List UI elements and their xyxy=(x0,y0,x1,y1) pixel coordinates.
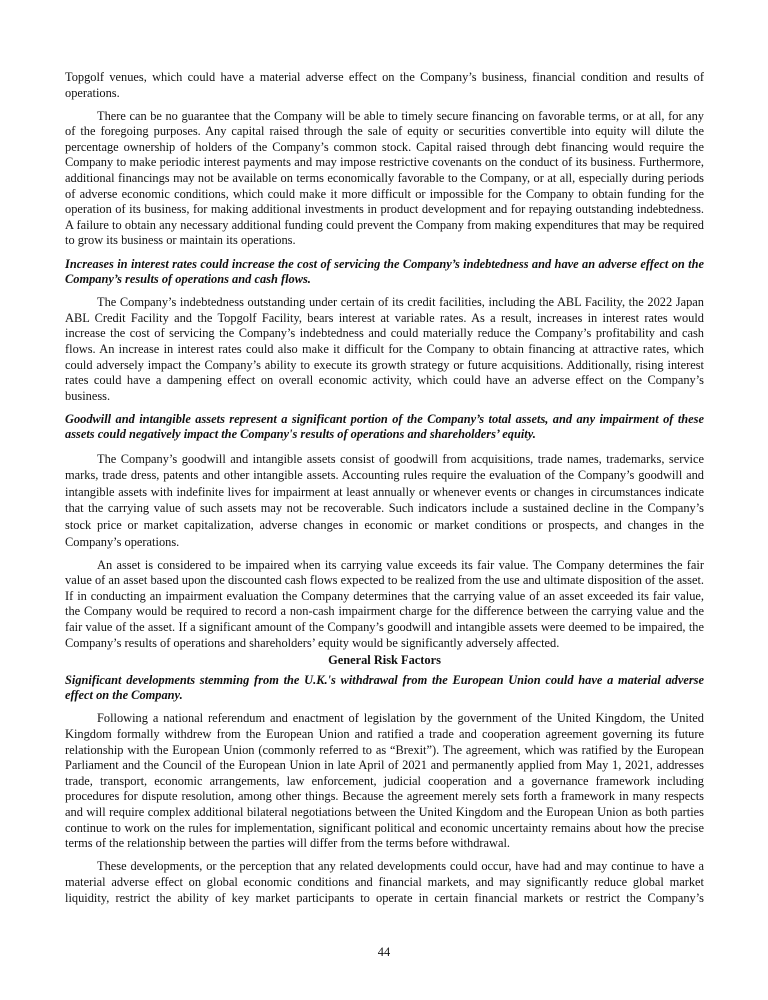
page-number: 44 xyxy=(377,945,391,959)
paragraph-continuation: Topgolf venues, which could have a material adverse effect on the Company’s business, financial condition and results of operations. xyxy=(65,70,704,100)
risk-heading-brexit: Significant developments stemming from the U.K.'s withdrawal from the European Union could have a material adverse effect on the Company. xyxy=(65,672,704,703)
document-page xyxy=(65,70,704,914)
section-title-general-risk-factors: General Risk Factors xyxy=(328,653,441,668)
paragraph-brexit: Following a national referendum and enactment of legislation by the government of the United Kingdom, the United Kingdom formally withdrew from the European Union and ratified a trade and cooperation agreement governing its future relationship with the European Union (commonly referred to as “Brexit”). The agreement, which was ratified by the European Parliament and the Council of the European Union in late April of 2021 and permanently applied from May 1, 2021, addresses trade, transport, economic arrangements, law enforcement, judicial cooperation and a governance framework including procedures for dispute resolution, among other things. Because the agreement merely sets forth a framework in many respects and will require complex additional bilateral negotiations between the United Kingdom and the European Union as both parties continue to work on the rules for implementation, significant political and economic uncertainty remains about how the precise terms of the relationship between the parties will differ from the terms before withdrawal. xyxy=(65,711,704,851)
paragraph-interest-rates: The Company’s indebtedness outstanding under certain of its credit facilities, including the ABL Facility, the 2022 Japan ABL Credit Facility and the Topgolf Facility, bears interest at variable rates. As a result, increases in interest rates would increase the cost of servicing the Company’s indebtedness and could materially reduce the Company’s profitability and cash flows. An increase in interest rates could also make it difficult for the Company to obtain financing at attractive rates, which could adversely impact the Company’s ability to execute its growth strategy or future acquisitions. Additionally, rising interest rates could have a dampening effect on overall economic activity, which could have an adverse effect on the Company’s business. xyxy=(65,295,704,403)
paragraph-brexit-effects: These developments, or the perception that any related developments could occur, have had and may continue to have a material adverse effect on global economic conditions and financial markets, and may significantly reduce global market liquidity, restrict the ability of key market participants to operate in certain financial markets or restrict the Company’s xyxy=(65,859,704,905)
paragraph-impairment: An asset is considered to be impaired when its carrying value exceeds its fair value. The Company determines the fair value of an asset based upon the discounted cash flows expected to be realized from the use and ultimate disposition of the asset. If in conducting an impairment evaluation the Company determines that the carrying value of an asset exceeded its fair value, the Company would be required to record a non-cash impairment charge for the difference between the carrying value and the fair value of the asset. If a significant amount of the Company’s goodwill and intangible assets were deemed to be impaired, the Company’s results of operations and shareholders’ equity would be significantly adversely affected. xyxy=(65,557,704,650)
paragraph-financing: There can be no guarantee that the Company will be able to timely secure financing on favorable terms, or at all, for any of the foregoing purposes. Any capital raised through the sale of equity or securities convertible into equity will dilute the percentage ownership of holders of the Company’s common stock. Capital raised through debt financing would require the Company to make periodic interest payments and may impose restrictive covenants on the conduct of its business. Furthermore, additional financings may not be available on terms economically favorable to the Company, or at all, especially during periods of adverse economic conditions, which could make it more difficult or impossible for the Company to obtain funding for the operation of its business, for making additional investments in product development and for repaying outstanding indebtedness. A failure to obtain any necessary additional funding could prevent the Company from making expenditures that may be required to grow its business or maintain its operations. xyxy=(65,108,704,248)
risk-heading-goodwill: Goodwill and intangible assets represent a significant portion of the Company’s total assets, and any impairment of these assets could negatively impact the Company's results of operations and shareholders’ equity. xyxy=(65,411,704,442)
risk-heading-interest-rates: Increases in interest rates could increase the cost of servicing the Company’s indebtedness and have an adverse effect on the Company’s results of operations and cash flows. xyxy=(65,256,704,287)
paragraph-goodwill: The Company’s goodwill and intangible assets consist of goodwill from acquisitions, trade names, trademarks, service marks, trade dress, patents and other intangible assets. Accounting rules require the evaluation of the Company’s goodwill and intangible assets with indefinite lives for impairment at least annually or whenever events or changes in circumstances indicate that the carrying value of such assets may not be recoverable. Such indicators include a sustained decline in the Company’s stock price or market capitalization, adverse changes in economic or market conditions or prospects, and changes in the Company’s operations. xyxy=(65,451,704,549)
